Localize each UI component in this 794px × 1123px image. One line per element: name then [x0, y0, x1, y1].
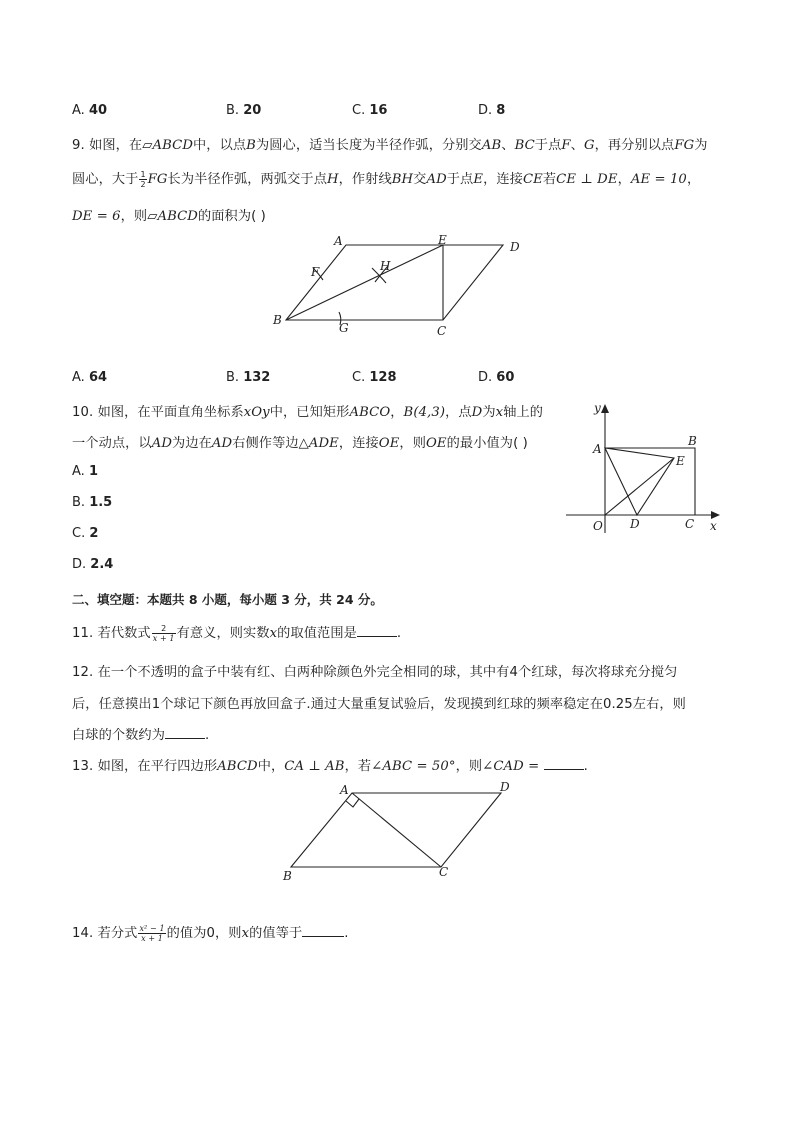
math: AD: [151, 436, 173, 451]
text: 一个动点，以: [72, 436, 152, 451]
math: CE ⊥ DE: [556, 172, 618, 187]
option-value: 16: [369, 103, 388, 118]
label-f: F: [311, 265, 320, 279]
text: ，再分别以点: [594, 138, 675, 153]
option-label: B.: [226, 370, 240, 385]
math: F: [561, 138, 571, 153]
fraction-denominator: x + 1: [141, 933, 163, 943]
math: E: [473, 172, 484, 187]
text: 的取值范围是: [277, 626, 357, 641]
option-value: 40: [88, 103, 108, 118]
text: ，点: [445, 405, 472, 420]
option-label: A.: [72, 464, 85, 479]
math: x: [269, 626, 278, 641]
number: 1: [151, 697, 161, 712]
text: 的值为: [166, 926, 207, 941]
text: 为: [482, 405, 496, 420]
option-value: 60: [496, 370, 515, 385]
label-d: D: [630, 517, 640, 531]
option-value: 64: [88, 370, 108, 385]
text: 有意义，则实数: [176, 626, 270, 641]
text: ，: [617, 172, 631, 187]
text: .: [396, 626, 402, 641]
text: 11. 若代数式: [72, 626, 151, 641]
fraction: [138, 924, 165, 943]
text: 为: [694, 138, 708, 153]
math: ABCD: [217, 759, 258, 774]
text: 圆心，大于: [72, 172, 139, 187]
option-value: 8: [496, 103, 506, 118]
text: 13. 如图，在平行四边形: [72, 759, 218, 774]
option-value: 132: [243, 370, 271, 385]
text: 为边在: [172, 436, 212, 451]
text: 的最小值为( ): [446, 436, 528, 451]
text: 右侧作等边: [232, 436, 299, 451]
label-g: G: [339, 321, 349, 335]
math: x: [241, 926, 250, 941]
math: CE: [522, 172, 543, 187]
label-y: y: [594, 401, 601, 415]
option-label: C.: [352, 103, 366, 118]
fraction-numerator: 2: [152, 624, 176, 634]
text: 14. 若分式: [72, 926, 138, 941]
text: 为圆心，适当长度为半径作弧，分别交: [255, 138, 482, 153]
math: B: [246, 138, 256, 153]
text: 中，: [257, 759, 285, 774]
text: ，则: [455, 759, 483, 774]
math: H: [326, 172, 339, 187]
option-label: D.: [478, 103, 493, 118]
option-label: A.: [72, 103, 85, 118]
number: 4: [509, 665, 518, 680]
text: .: [205, 728, 210, 743]
math: CA ⊥ AB: [284, 759, 345, 774]
label-c: C: [437, 324, 447, 338]
math: ∠ABC = 50°: [371, 759, 456, 774]
answer-blank[interactable]: [302, 924, 344, 937]
text: ，作射线: [338, 172, 392, 187]
text: 中，已知矩形: [269, 405, 350, 420]
label-x: x: [710, 519, 717, 533]
label-a: A: [340, 783, 349, 797]
math: △ADE: [298, 436, 339, 451]
math: AE = 10: [630, 172, 687, 187]
math: G: [583, 138, 595, 153]
fraction-numerator: x² − 1: [139, 923, 165, 933]
option-value: 20: [243, 103, 262, 118]
math: BH: [391, 172, 414, 187]
math: xOy: [243, 405, 270, 420]
fraction-denominator: x + 1: [152, 633, 175, 643]
label-b: B: [273, 313, 282, 327]
text: 若: [542, 172, 557, 187]
number: 0.25: [603, 697, 633, 712]
text: 轴上的: [503, 405, 544, 420]
text: 中，以点: [193, 138, 247, 153]
math: AB: [481, 138, 502, 153]
math: FG: [674, 138, 695, 153]
label-e: E: [438, 233, 447, 247]
option-label: D.: [478, 370, 493, 385]
label-o: O: [593, 519, 603, 533]
label-e: E: [676, 454, 685, 468]
option-label: A.: [72, 370, 85, 385]
math: D: [471, 405, 483, 420]
label-c: C: [439, 865, 449, 879]
math: ∠CAD =: [482, 759, 540, 774]
text: 长为半径作弧，两弧交于点: [167, 172, 327, 187]
option-label: D.: [72, 557, 87, 572]
text: 个红球，每次将球充分搅匀: [517, 665, 678, 680]
text: ，连接: [338, 436, 379, 451]
text: 10. 如图，在平面直角坐标系: [72, 405, 244, 420]
option-label: C.: [72, 526, 86, 541]
option-value: 2: [89, 526, 99, 541]
label-c: C: [685, 517, 695, 531]
option-label: C.: [352, 370, 366, 385]
right-angle-mark: [346, 799, 359, 807]
label-a: A: [593, 442, 602, 456]
math: AD: [426, 172, 447, 187]
text: ，: [686, 172, 701, 187]
text: ，则: [215, 926, 242, 941]
option-value: 128: [369, 370, 397, 385]
math: OE: [426, 436, 447, 451]
fraction-numerator: 1: [140, 169, 146, 179]
text: ，连接: [483, 172, 523, 187]
text: 交: [413, 172, 427, 187]
option-value: 2.4: [90, 557, 114, 572]
q14-line: [72, 922, 349, 943]
math: ▱ABCD: [142, 138, 193, 153]
text: 9. 如图，在: [72, 138, 143, 153]
text: 的面积为( ): [197, 209, 266, 224]
text: ，若: [344, 759, 372, 774]
option-label: B.: [226, 103, 240, 118]
option-value: 1.5: [89, 495, 113, 510]
segment-ac: [352, 793, 441, 867]
text: 后，任意摸出: [72, 697, 152, 712]
text: .: [583, 759, 588, 774]
math: AD: [211, 436, 233, 451]
text: 于点: [446, 172, 474, 187]
label-b: B: [283, 869, 292, 883]
option-label: B.: [72, 495, 86, 510]
text: ，则: [399, 436, 426, 451]
text: .: [344, 926, 349, 941]
option-value: 1: [88, 464, 98, 479]
label-d: D: [500, 780, 510, 794]
fraction-denominator: 2: [140, 179, 146, 189]
math: ▱ABCD: [147, 209, 198, 224]
label-h: H: [380, 259, 391, 273]
section-heading-fill-in: 二、填空题：本题共 8 小题，每小题 3 分，共 24 分。: [72, 592, 383, 607]
text: 、: [570, 138, 584, 153]
text: 的值等于: [249, 926, 303, 941]
math: BC: [514, 138, 535, 153]
math: ABCO: [349, 405, 391, 420]
math: x: [495, 405, 504, 420]
text: ，则: [120, 209, 148, 224]
math: OE: [378, 436, 400, 451]
text: 白球的个数约为: [72, 728, 166, 743]
text: 、: [501, 138, 515, 153]
text: 个球记下颜色再放回盒子.通过大量重复试验后，发现摸到红球的频率稳定在: [160, 697, 604, 712]
math: DE = 6: [72, 209, 121, 224]
label-d: D: [510, 240, 520, 254]
text: ，: [390, 405, 404, 420]
label-b: B: [688, 434, 697, 448]
label-a: A: [334, 234, 343, 248]
math: B(4,3): [403, 405, 446, 420]
text: 左右，则: [632, 697, 686, 712]
math: FG: [147, 172, 168, 187]
text: 12. 在一个不透明的盒子中装有红、白两种除颜色外完全相同的球，其中有: [72, 665, 510, 680]
text: 于点: [534, 138, 562, 153]
number: 0: [206, 926, 216, 941]
